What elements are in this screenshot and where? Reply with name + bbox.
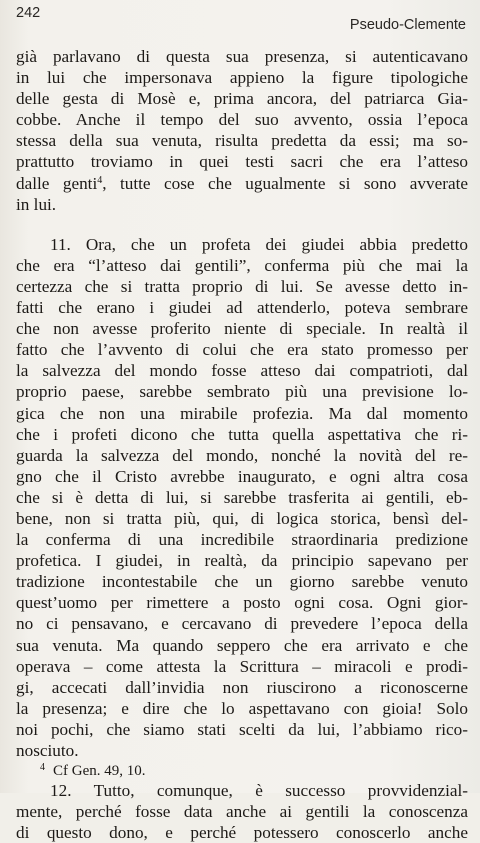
text-line: che i profeti dicono che tutta quella aspettativa che ri- — [16, 424, 468, 444]
text-line: certezza che si tratta proprio di lui. Se avesse detto in- — [16, 276, 468, 296]
paragraph-12 — [16, 780, 468, 843]
text-line: sua venuta. Ma quando seppero che era arrivato e che — [16, 635, 468, 655]
text-line: operava – come attesta la Scrittura – miracoli e prodi- — [16, 656, 468, 676]
text-line: di questo dono, e perché potessero conoscerlo anche — [16, 823, 468, 843]
text-line: mente, perché fosse data anche ai gentili la conoscenza — [16, 802, 468, 822]
text-line: in lui che impersonava appieno la figure tipologiche — [16, 68, 468, 88]
text-line: 11. Ora, che un profeta dei giudei abbia predetto — [50, 234, 468, 254]
text-line: 12. Tutto, comunque, è successo provvidenzial- — [50, 781, 468, 801]
text-line: tradizione incontestabile che un giorno sarebbe venuto — [16, 572, 468, 592]
text-line: prattutto troviamo in quei testi sacri che era l’atteso — [16, 152, 468, 172]
text-line: stessa della sua venuta, risulta predetta da essi; ma so- — [16, 131, 468, 151]
text-line: delle gesta di Mosè e, prima ancora, del patriarca Gia- — [16, 89, 468, 109]
text-line — [16, 173, 468, 194]
text-line: guarda la salvezza del mondo, nonché la novità del re- — [16, 445, 468, 465]
text-line: fatto che l’avvento di colui che era stato promesso per — [16, 340, 468, 360]
text-line: cobbe. Anche il tempo del suo avvento, ossia l’epoca — [16, 110, 468, 130]
text-line: gi, accecati dall’invidia non riuscirono a riconoscerne — [16, 677, 468, 697]
footnote — [40, 762, 146, 780]
text-line: già parlavano di questa sua presenza, si autenticavano — [16, 47, 468, 66]
text-line: no ci pensavano, e cercavano di prevedere l’epoca della — [16, 614, 468, 634]
text-line: nosciuto. — [16, 741, 79, 760]
paragraph-continuation — [16, 46, 468, 215]
body-text — [16, 46, 468, 843]
footnote-mark: 4 — [40, 762, 45, 773]
text-line: fatti che erano i giudei ad attenderlo, poteva sembrare — [16, 298, 468, 318]
text-line: la conferma di una incredibile straordinaria predizione — [16, 530, 468, 550]
text-line: noi pochi, che siamo stati scelti da lui, l’abbiamo rico- — [16, 719, 468, 739]
footnote-text: Cf Gen. 49, 10. — [53, 763, 146, 779]
text-line: che si è detta di lui, si sarebbe trasferita ai gentili, eb- — [16, 487, 468, 507]
text-line: proprio paese, sarebbe sembrato più una previsione lo- — [16, 382, 468, 402]
running-title: Pseudo-Clemente — [349, 17, 466, 33]
text-line: gica che non una mirabile profezia. Ma dal momento — [16, 403, 468, 423]
text-segment: dalle genti$^4$, tutte cose che ugualmente si sono avverate — [16, 173, 468, 193]
text-line: la salvezza del mondo fosse atteso dai compatrioti, dal — [16, 361, 468, 381]
page-number: 242 — [16, 5, 41, 21]
text-line: quest’uomo per rimettere a posto ogni cosa. Ogni gior- — [16, 593, 468, 613]
running-head — [16, 5, 466, 33]
footnote-ref: 4 — [97, 174, 103, 186]
text-line: che non avesse proferito niente di speciale. In realtà il — [16, 319, 468, 339]
text-line: bene, non si tratta più, qui, di logica storica, bensì del- — [16, 508, 468, 528]
text-line: profetica. I giudei, in realtà, da principio sapevano per — [16, 551, 468, 571]
text-line: in lui. — [16, 194, 57, 214]
text-line: gno che il Cristo avrebbe inaugurato, e ogni altra cosa — [16, 466, 468, 486]
text-line: che era “l’atteso dai gentili”, conferma più che mai la — [16, 255, 468, 275]
paragraph-11 — [16, 234, 468, 761]
text-line: la presenza; e dire che lo aspettavano con gioia! Solo — [16, 698, 468, 718]
